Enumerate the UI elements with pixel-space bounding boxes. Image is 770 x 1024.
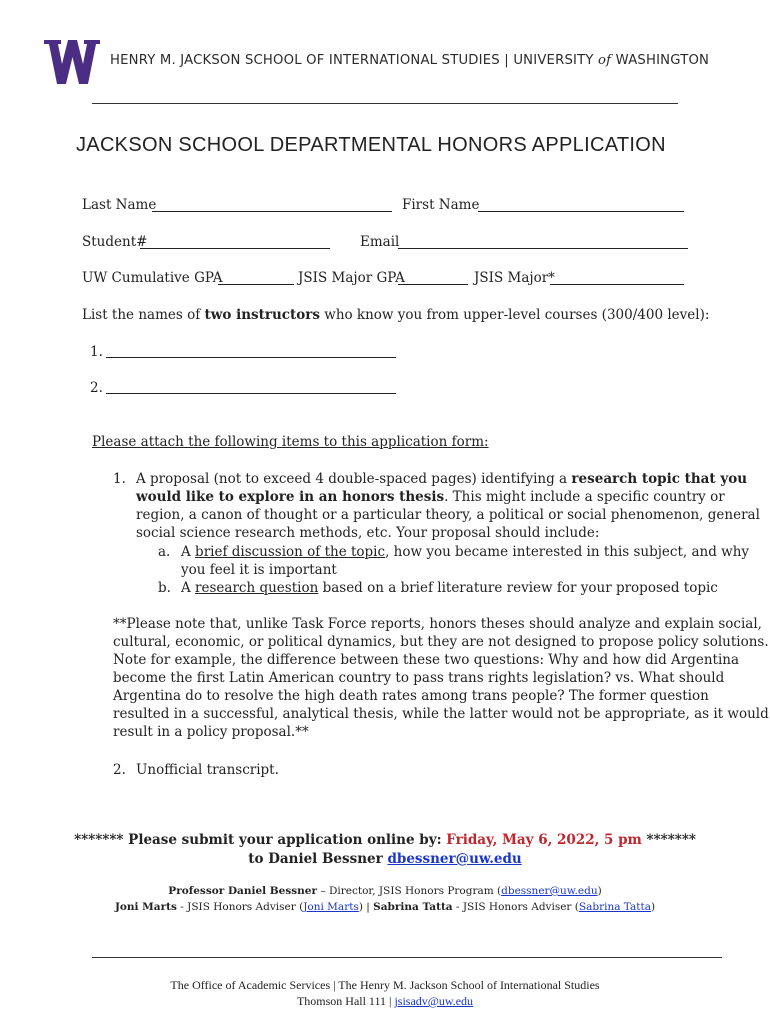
uw-logo-icon <box>44 40 100 84</box>
contacts-line-1 <box>0 885 770 897</box>
item-2-text: Unofficial transcript. <box>136 762 279 778</box>
note-line-5: Argentina do to resolve the high death rates among trans people? The former question <box>113 688 709 704</box>
adviser-2-role: - JSIS Honors Adviser ( <box>452 901 579 913</box>
adviser-2-close: ) <box>650 901 656 913</box>
director-name: Professor Daniel Bessner <box>168 885 318 897</box>
submit-deadline: Friday, May 6, 2022, 5 pm <box>446 832 642 848</box>
item-1-line-2 <box>136 488 725 506</box>
sub-a-underlined: brief discussion of the topic <box>195 544 386 560</box>
instructor-2-number: 2. <box>90 380 103 396</box>
header-separator: | <box>504 53 509 68</box>
note-line-1: **Please note that, unlike Task Force reports, honors theses should analyze and explain social, <box>113 616 762 632</box>
instructor-1-number: 1. <box>90 344 103 360</box>
item-1-line-4: social science research methods, etc. Your proposal should include: <box>136 525 600 541</box>
student-number-label: Student# <box>82 234 148 250</box>
page-title: JACKSON SCHOOL DEPARTMENTAL HONORS APPLICATION <box>76 134 666 156</box>
footer-rule <box>92 957 722 958</box>
note-line-2: cultural, economic, or political dynamics, but they are not designed to propose policy solutions. <box>113 634 769 650</box>
instructors-prefix: List the names of <box>82 307 201 323</box>
item-1-bold-b: would like to explore in an honors thesis <box>136 489 445 505</box>
jsis-gpa-field[interactable] <box>398 270 468 285</box>
note-line-6: resulted in a successful, analytical thesis, while the latter would not be appropriate, as it would <box>113 706 769 722</box>
jsis-major-field[interactable] <box>550 270 684 285</box>
footer-line-1: The Office of Academic Services | The Henry M. Jackson School of International Studies <box>170 978 600 992</box>
school-name: HENRY M. JACKSON SCHOOL OF INTERNATIONAL STUDIES <box>110 53 500 68</box>
jsis-gpa-label: JSIS Major GPA <box>298 270 405 286</box>
sub-a-label: a. <box>158 544 171 560</box>
instructor-1-field[interactable] <box>106 343 396 358</box>
submit-line-1 <box>0 832 770 848</box>
sub-b-label: b. <box>158 580 171 596</box>
adviser-1-name: Joni Marts <box>114 901 177 913</box>
uw-gpa-field[interactable] <box>218 270 294 285</box>
sub-a-line-1 <box>181 543 749 561</box>
director-role: – Director, JSIS Honors Program ( <box>320 885 502 897</box>
sub-a-post: , how you became interested in this subject, and why <box>385 544 750 560</box>
submit-post: ******* <box>646 832 696 848</box>
item-1-line-1 <box>136 470 747 488</box>
sub-b-underlined: research question <box>195 580 319 596</box>
footer-email-link[interactable]: jsisadv@uw.edu <box>394 994 474 1008</box>
item-1-number: 1. <box>113 471 126 487</box>
sub-b-post: based on a brief literature review for your proposed topic <box>322 580 718 596</box>
attach-heading: Please attach the following items to this application form: <box>92 434 489 450</box>
adviser-2-link[interactable]: Sabrina Tatta <box>578 901 651 913</box>
adviser-1-role: - JSIS Honors Adviser ( <box>176 901 304 913</box>
item-1-line-3: region, a canon of thought or a particular theory, a political or social phenomenon, general <box>136 507 760 523</box>
university-a: UNIVERSITY <box>513 53 594 68</box>
university-of: of <box>598 53 612 68</box>
note-line-7: result in a policy proposal.** <box>113 724 309 740</box>
item-1-bold-a: research topic that you <box>571 471 748 487</box>
item-1-text-a: A proposal (not to exceed 4 double-spaced pages) identifying a <box>136 471 568 487</box>
header-rule <box>92 103 678 104</box>
submit-line-2 <box>0 851 770 867</box>
student-number-field[interactable] <box>140 234 330 249</box>
sub-a-pre: A <box>181 544 191 560</box>
email-field[interactable] <box>398 234 688 249</box>
sub-a-line-2: you feel it is important <box>181 562 337 578</box>
email-label: Email <box>360 234 400 250</box>
instructor-2-field[interactable] <box>106 379 396 394</box>
item-2-number: 2. <box>113 762 126 778</box>
jsis-major-label: JSIS Major* <box>474 270 555 286</box>
submit-email-link[interactable]: dbessner@uw.edu <box>387 851 522 867</box>
item-1-text-b: . This might include a specific country or <box>444 489 725 505</box>
adviser-1-link[interactable]: Joni Marts <box>303 901 359 913</box>
instructors-bold: two instructors <box>204 307 320 323</box>
director-email-link[interactable]: dbessner@uw.edu <box>501 885 598 897</box>
last-name-field[interactable] <box>152 197 392 212</box>
footer-address: Thomson Hall 111 | <box>296 994 392 1008</box>
school-header <box>110 53 709 68</box>
contacts-line-2 <box>0 901 770 913</box>
instructors-prompt <box>82 306 709 324</box>
university-b: WASHINGTON <box>615 53 710 68</box>
first-name-label: First Name <box>402 197 480 213</box>
director-close: ) <box>597 885 602 897</box>
submit-to: to Daniel Bessner <box>248 851 383 867</box>
sub-b-line <box>181 579 718 597</box>
adviser-2-name: Sabrina Tatta <box>373 901 453 913</box>
footer-line-2 <box>0 994 770 1009</box>
note-line-3: Note for example, the difference between these two questions: Why and how did Argentina <box>113 652 740 668</box>
adviser-1-close: ) | <box>358 901 370 913</box>
instructors-suffix: who know you from upper-level courses (300/400 level): <box>324 307 710 323</box>
note-line-4: become the first Latin American country to pass trans rights legislation? vs. What should <box>113 670 725 686</box>
submit-pre: ******* Please submit your application online by: <box>74 832 442 848</box>
uw-gpa-label: UW Cumulative GPA <box>82 270 223 286</box>
first-name-field[interactable] <box>478 197 684 212</box>
last-name-label: Last Name <box>82 197 157 213</box>
sub-b-pre: A <box>181 580 191 596</box>
